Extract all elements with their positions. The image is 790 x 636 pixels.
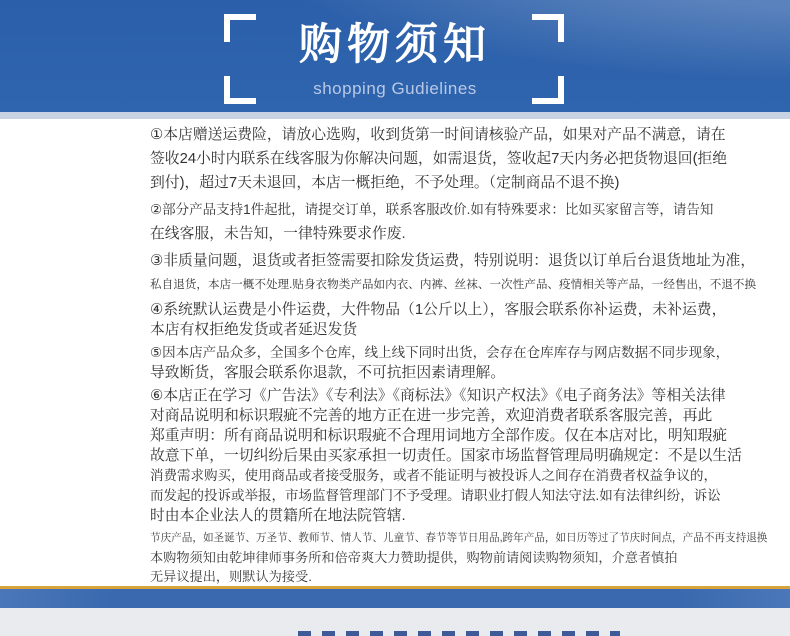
notice-line: 郑重声明：所有商品说明和标识瑕疵不合理用词地方全部作废。仅在本店对比，明知瑕疵	[150, 428, 728, 444]
notice-line: ①本店赠送运费险，请放心选购，收到货第一时间请核验产品，如果对产品不满意，请在	[150, 127, 726, 143]
notice-line: 对商品说明和标识瑕疵不完善的地方正在进一步完善，欢迎消费者联系客服完善，再此	[150, 408, 713, 424]
notice-line: 时由本企业法人的贯籍所在地法院管辖.	[150, 508, 406, 524]
notice-line: 私自退货，本店一概不处理.贴身衣物类产品如内衣、内裤、丝袜、一次性产品、疫情相关等产品，一经售出，不退不换	[150, 278, 757, 291]
notice-line: 节庆产品，如圣诞节、万圣节、教师节、情人节、儿童节、春节等节日用品,跨年产品，如日历等过了节庆时间点，产品不再支持退换	[150, 532, 768, 544]
notice-section	[150, 386, 790, 526]
cut-off-heading	[298, 631, 620, 636]
notice-line: 故意下单，一切纠纷后果由买家承担一切责任。国家市场监督管理局明确规定：不是以生活	[150, 448, 742, 464]
notice-line: ⑤因本店产品众多，全国多个仓库，线上线下同时出货，会存在仓库库存与网店数据不同步现象，	[150, 345, 730, 360]
notice-line: 导致断货，客服会联系你退款，不可抗拒因素请理解。	[150, 365, 506, 381]
notice-body	[0, 119, 790, 586]
notice-section	[150, 123, 790, 195]
notice-section	[150, 343, 790, 383]
page-subtitle: shopping Gudielines	[313, 79, 477, 98]
notice-line: 本购物须知由乾坤律师事务所和倍帝爽大力赞助提供，购物前请阅读购物须知，介意者慎拍	[150, 550, 678, 565]
notice-text	[150, 123, 790, 526]
notice-line: ②部分产品支持1件起批，请提交订单，联系客服改价.如有特殊要求：比如买家留言等，请告知	[150, 202, 714, 217]
notice-header	[0, 0, 790, 112]
notice-line: 本店有权拒绝发货或者延迟发货	[150, 322, 358, 338]
notice-line: 签收24小时内联系在线客服为你解决问题，如需退货，签收起7天内务必把货物退回(拒绝	[150, 151, 728, 167]
notice-line: 消费需求购买，使用商品或者接受服务，或者不能证明与被投诉人之间存在消费者权益争议的，	[150, 468, 717, 483]
notice-line: 无异议提出，则默认为接受.	[150, 569, 312, 584]
notice-line: ④系统默认运费是小件运费，大件物品（1公斤以上），客服会联系你补运费，未补运费，	[150, 302, 727, 318]
header-divider	[0, 112, 790, 119]
notice-section	[150, 300, 790, 340]
notice-section	[150, 198, 790, 246]
notice-line: 而发起的投诉或举报，市场监督管理部门不予受理。请职业打假人知法守法.如有法律纠纷，诉讼	[150, 488, 721, 503]
notice-line: ③非质量问题，退货或者拒签需要扣除发货运费，特别说明：退货以订单后台退货地址为准，	[150, 253, 756, 269]
bottom-blue-band	[0, 589, 790, 608]
notice-section	[150, 249, 790, 297]
notice-line: 到付)，超过7天未退回，本店一概拒绝，不予处理。（定制商品不退不换)	[150, 175, 620, 191]
page-title: 购物须知	[299, 21, 491, 69]
footer-notes	[150, 529, 790, 586]
notice-line: ⑥本店正在学习《广告法》《专利法》《商标法》《知识产权法》《电子商务法》等相关法律	[150, 388, 726, 404]
notice-line: 在线客服，未告知，一律特殊要求作废.	[150, 226, 406, 242]
